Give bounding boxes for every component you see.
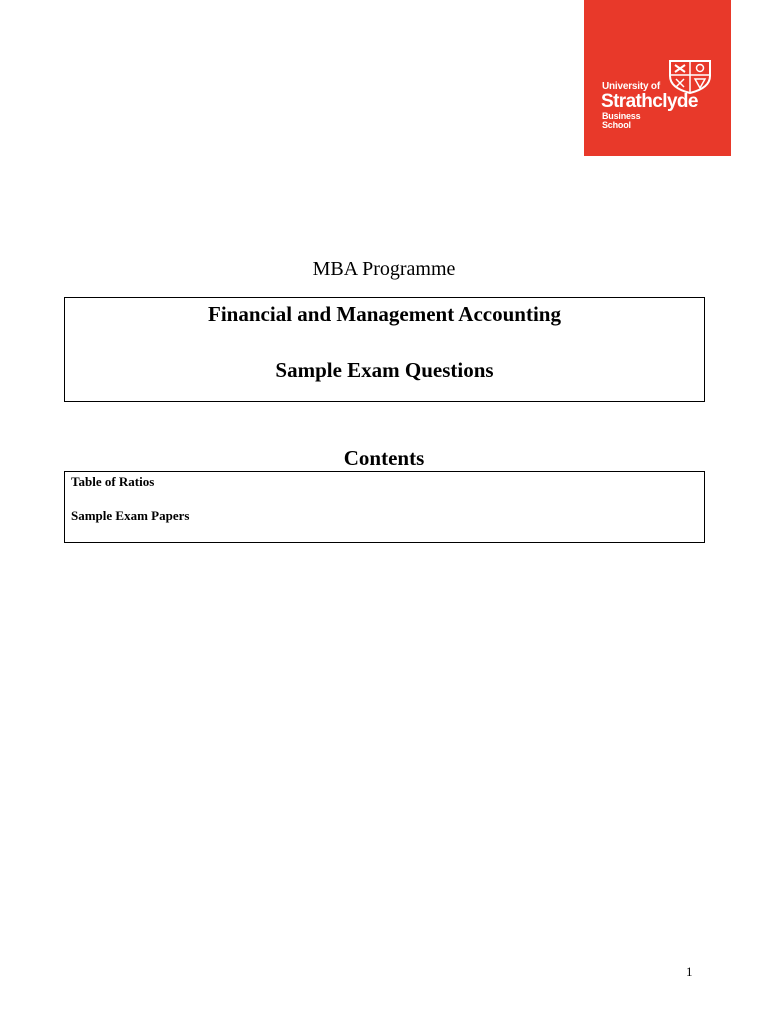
contents-heading: Contents xyxy=(343,446,425,470)
contents-item-sample-exam-papers: Sample Exam Papers xyxy=(71,508,190,523)
logo-business: Business xyxy=(602,111,641,121)
programme-heading: MBA Programme xyxy=(312,258,456,280)
contents-item-table-of-ratios: Table of Ratios xyxy=(71,474,155,489)
university-logo xyxy=(584,0,731,156)
page-number: 1 xyxy=(686,964,693,979)
logo-university-of: University of xyxy=(602,81,660,92)
title-box xyxy=(64,297,705,402)
logo-wordmark xyxy=(602,81,698,130)
document-subtitle: Sample Exam Questions xyxy=(275,358,494,382)
contents-box xyxy=(64,471,705,543)
logo-strathclyde: Strathclyde xyxy=(601,91,698,112)
document-title: Financial and Management Accounting xyxy=(208,302,561,326)
logo-school: School xyxy=(602,120,631,130)
